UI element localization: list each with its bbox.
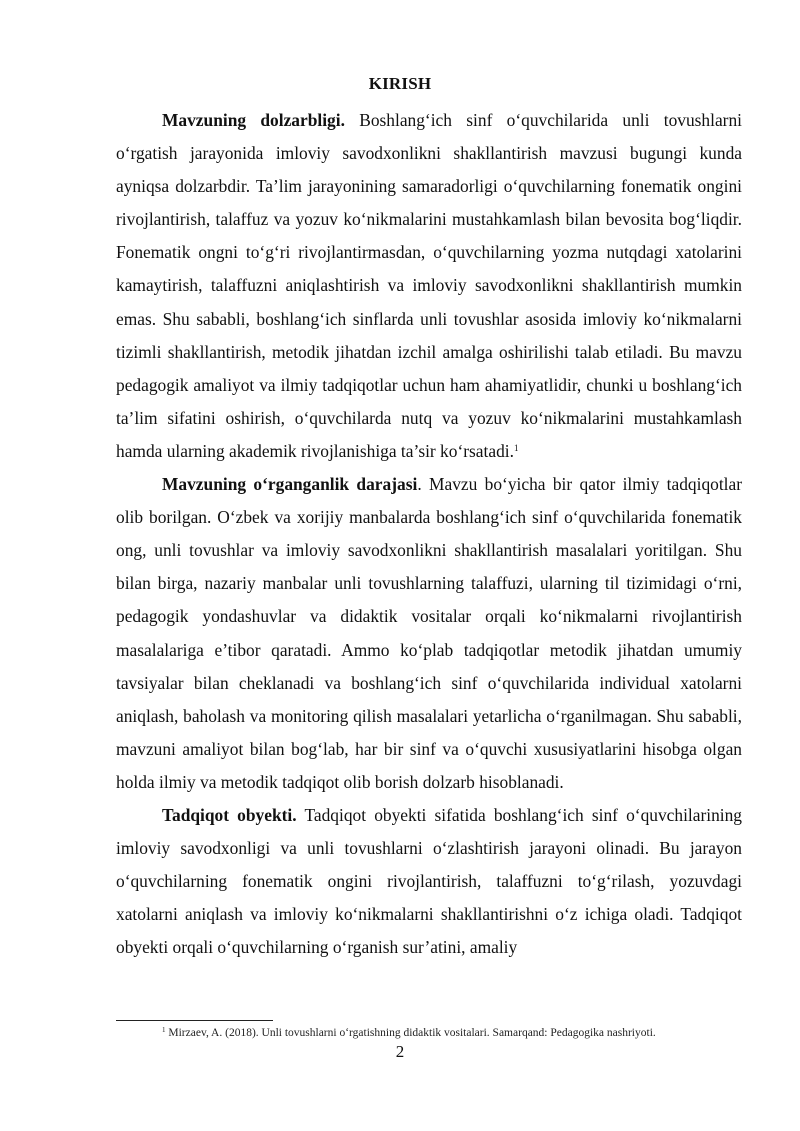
footnote-text: Mirzaev, A. (2018). Unli tovushlarni o‘rgatishning didaktik vositalari. Samarqand: Pedagogika nashriyoti. <box>165 1027 656 1039</box>
paragraph-lead: Mavzuning o‘rganganlik darajasi <box>162 474 418 495</box>
footnote-reference[interactable]: 1 <box>513 442 519 453</box>
body-text <box>116 104 742 964</box>
paragraph-study-level <box>116 468 742 799</box>
paragraph-text: . Mavzu bo‘yicha bir qator ilmiy tadqiqotlar olib borilgan. O‘zbek va xorijiy manbalarda boshlang‘ich sinf o‘quvchilarida fonematik ong, unli tovushlar va imloviy savodxonlikni shakllantirish masalalari yoritilgan. Shu bilan birga, nazariy manbalar unli tovushlarning talaffuzi, ularning til tizimidagi o‘rni, pedagogik yondashuvlar va didaktik vositalar orqali ko‘nikmalarni rivojlantirish masalalariga e’tibor qaratadi. Ammo ko‘plab tadqiqotlar metodik jihatdan umumiy tavsiyalar bilan cheklanadi va boshlang‘ich sinf o‘quvchilarida individual xatolarni aniqlash, baholash va monitoring qilish masalalari yetarlicha o‘rganilmagan. Shu sababli, mavzuni amaliyot bilan bog‘lab, har bir sinf va o‘quvchi xususiyatlarini hisobga olgan holda ilmiy va metodik tadqiqot olib borish dolzarb hisoblanadi. <box>116 474 743 792</box>
paragraph-lead: Mavzuning dolzarbligi. <box>162 110 345 130</box>
page-number: 2 <box>395 1042 405 1061</box>
footnote-separator <box>116 1020 273 1021</box>
paragraph-lead: Tadqiqot obyekti. <box>162 804 297 825</box>
footnote-marker: 1 <box>162 1026 166 1034</box>
paragraph-relevance <box>116 104 742 468</box>
footnote <box>116 1026 742 1040</box>
paragraph-research-object <box>116 799 742 964</box>
paragraph-text: Tadqiqot obyekti sifatida boshlang‘ich sinf o‘quvchilarining imloviy savodxonligi va unli tovushlarni o‘zlashtirish jarayoni olinadi. Bu jarayon o‘quvchilarning fonematik ongini rivojlantirish, talaffuzni to‘g‘rilash, yozuvdagi xatolarni aniqlash va imloviy ko‘nikmalarni shakllantirishni o‘z ichiga oladi. Tadqiqot obyekti orqali o‘quvchilarning o‘rganish sur’atini, amaliy <box>116 804 742 958</box>
paragraph-text: Boshlang‘ich sinf o‘quvchilarida unli tovushlarni o‘rgatish jarayonida imloviy savodxonlikni shakllantirish mavzusi bugungi kunda ayniqsa dolzarbdir. Ta’lim jarayonining samaradorligi o‘quvchilarning fonematik ongini rivojlantirish, talaffuz va yozuv ko‘nikmalarini mustahkamlash bilan bevosita bog‘liqdir. Fonematik ongni to‘g‘ri rivojlantirmasdan, o‘quvchilarning yozma nutqdagi xatolarini kamaytirish, talaffuzni aniqlashtirish va imloviy savodxonlikni shakllantirish mumkin emas. Shu sababli, boshlang‘ich sinflarda unli tovushlar asosida imloviy ko‘nikmalarni tizimli shakllantirish, metodik jihatdan izchil amalga oshirilishi talab etiladi. Bu mavzu pedagogik amaliyot va ilmiy tadqiqotlar uchun ham ahamiyatlidir, chunki u boshlang‘ich ta’lim sifatini oshirish, o‘quvchilarda nutq va yozuv ko‘nikmalarini mustahkamlash hamda ularning akademik rivojlanishiga ta’sir ko‘rsatadi. <box>116 110 742 461</box>
page-heading: KIRISH <box>368 74 432 93</box>
